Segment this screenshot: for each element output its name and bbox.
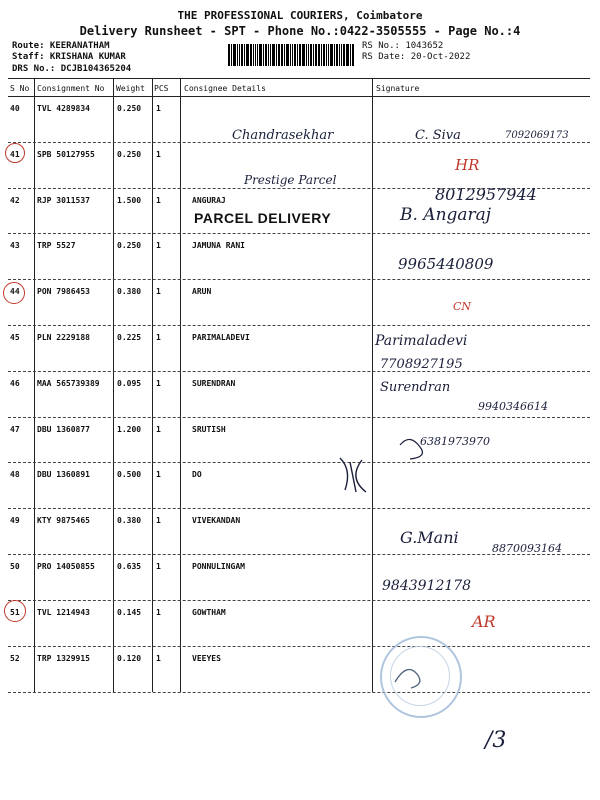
handwritten-phone: 9843912178 bbox=[382, 578, 472, 594]
parcel-delivery-stamp: PARCEL DELIVERY bbox=[194, 210, 332, 226]
row-separator bbox=[8, 462, 590, 463]
col-signature: Signature bbox=[376, 84, 420, 93]
row-consignment: KTY 9875465 bbox=[37, 516, 90, 526]
row-pcs: 1 bbox=[156, 149, 161, 159]
handwritten-phone: 6381973970 bbox=[420, 435, 490, 448]
handwritten-phone: 8012957944 bbox=[435, 185, 537, 204]
row-weight: 0.145 bbox=[117, 607, 142, 617]
row-consignee: VEEYES bbox=[192, 653, 221, 663]
header-bottom-line bbox=[8, 96, 590, 97]
row-separator bbox=[8, 371, 590, 372]
row-separator bbox=[8, 233, 590, 234]
row-pcs: 1 bbox=[156, 333, 161, 342]
handwritten-name: Prestige Parcel bbox=[244, 173, 337, 187]
handwritten-phone: 9940346614 bbox=[478, 400, 548, 413]
handwritten-phone: 9965440809 bbox=[398, 255, 494, 273]
row-pcs: 1 bbox=[156, 470, 161, 480]
col-weight: Weight bbox=[116, 84, 145, 93]
row-consignment: SPB 50127955 bbox=[37, 149, 95, 159]
circle-mark bbox=[3, 282, 25, 304]
handwritten-signature: Surendran bbox=[380, 380, 451, 395]
row-sno: 52 bbox=[10, 653, 20, 663]
row-pcs: 1 bbox=[156, 424, 161, 434]
col-pcs: PCS bbox=[154, 84, 169, 93]
handwritten-mark: CN bbox=[453, 300, 472, 313]
row-sno: 46 bbox=[10, 378, 20, 388]
rs-date: RS Date: 20-Oct-2022 bbox=[362, 52, 471, 62]
row-consignee: PARIMALADEVI bbox=[192, 333, 250, 342]
row-sno: 45 bbox=[10, 333, 20, 342]
row-consignment: RJP 3011537 bbox=[37, 195, 90, 205]
row-sno: 43 bbox=[10, 241, 20, 251]
row-weight: 0.380 bbox=[117, 516, 142, 526]
row-pcs: 1 bbox=[156, 378, 161, 388]
row-weight: 0.250 bbox=[117, 149, 142, 159]
handwritten-phone: 8870093164 bbox=[492, 542, 562, 555]
row-consignment: TVL 4289834 bbox=[37, 104, 90, 113]
col-consignment: Consignment No bbox=[37, 84, 105, 93]
handwritten-signature: B. Angaraj bbox=[400, 205, 492, 225]
handwritten-name: Chandrasekhar bbox=[232, 128, 334, 143]
row-consignment: TVL 1214943 bbox=[37, 607, 90, 617]
row-pcs: 1 bbox=[156, 104, 161, 113]
barcode bbox=[228, 44, 354, 66]
row-sno: 41 bbox=[10, 149, 20, 159]
handwritten-signature: C. Siva bbox=[415, 128, 461, 143]
row-consignment: MAA 565739389 bbox=[37, 378, 100, 388]
row-weight: 0.250 bbox=[117, 241, 142, 251]
row-separator bbox=[8, 508, 590, 509]
col-consignee: Consignee Details bbox=[184, 84, 266, 93]
row-weight: 0.225 bbox=[117, 333, 142, 342]
drs-label: DRS No.: DCJB104365204 bbox=[12, 64, 132, 74]
staff-label: Staff: KRISHANA KUMAR bbox=[12, 52, 126, 62]
handwritten-phone: 7092069173 bbox=[505, 130, 569, 141]
row-weight: 0.250 bbox=[117, 104, 142, 113]
row-weight: 0.095 bbox=[117, 378, 142, 388]
handwritten-mark: HR bbox=[455, 156, 480, 174]
row-sno: 49 bbox=[10, 516, 20, 526]
row-consignee: JAMUNA RANI bbox=[192, 241, 245, 251]
row-sno: 42 bbox=[10, 195, 20, 205]
row-separator bbox=[8, 279, 590, 280]
row-pcs: 1 bbox=[156, 607, 161, 617]
page-mark: /3 bbox=[485, 728, 507, 753]
row-consignee: ANGURAJ bbox=[192, 195, 226, 205]
row-weight: 1.200 bbox=[117, 424, 142, 434]
circle-mark bbox=[4, 600, 26, 622]
row-consignee: PONNULINGAM bbox=[192, 562, 245, 571]
row-consignee: ARUN bbox=[192, 287, 212, 297]
table-top-line bbox=[8, 78, 590, 79]
row-consignment: DBU 1360877 bbox=[37, 424, 90, 434]
handwritten-mark: AR bbox=[472, 612, 496, 631]
row-separator bbox=[8, 600, 590, 601]
row-pcs: 1 bbox=[156, 241, 161, 251]
handwritten-signature: Parimaladevi bbox=[375, 333, 468, 349]
row-weight: 1.500 bbox=[117, 195, 142, 205]
company-title: THE PROFESSIONAL COURIERS, Coimbatore bbox=[177, 9, 423, 22]
row-consignment: TRP 1329915 bbox=[37, 653, 90, 663]
row-consignee: GOWTHAM bbox=[192, 607, 226, 617]
handwritten-signature: G.Mani bbox=[400, 528, 459, 547]
runsheet-title: Delivery Runsheet - SPT - Phone No.:0422-3505555 - Page No.:4 bbox=[79, 24, 521, 38]
handwritten-phone: 7708927195 bbox=[380, 357, 463, 372]
row-pcs: 1 bbox=[156, 653, 161, 663]
col-sno: S No bbox=[10, 84, 30, 93]
row-sno: 50 bbox=[10, 562, 20, 571]
row-pcs: 1 bbox=[156, 516, 161, 526]
row-consignment: PON 7986453 bbox=[37, 287, 90, 297]
row-weight: 0.120 bbox=[117, 653, 142, 663]
row-pcs: 1 bbox=[156, 287, 161, 297]
row-separator bbox=[8, 325, 590, 326]
route-label: Route: KEERANATHAM bbox=[12, 41, 110, 51]
delivery-seal bbox=[380, 636, 462, 718]
rs-number: RS No.: 1043652 bbox=[362, 41, 444, 51]
row-consignee: SURENDRAN bbox=[192, 378, 236, 388]
table-bottom-line bbox=[8, 692, 590, 693]
row-weight: 0.500 bbox=[117, 470, 142, 480]
row-sno: 51 bbox=[10, 607, 20, 617]
row-separator bbox=[8, 417, 590, 418]
row-consignment: PRO 14050855 bbox=[37, 562, 95, 571]
row-sno: 44 bbox=[10, 287, 20, 297]
row-consignee: VIVEKANDAN bbox=[192, 516, 241, 526]
row-sno: 40 bbox=[10, 104, 20, 113]
row-sno: 47 bbox=[10, 424, 20, 434]
row-weight: 0.380 bbox=[117, 287, 142, 297]
row-sno: 48 bbox=[10, 470, 20, 480]
row-pcs: 1 bbox=[156, 562, 161, 571]
row-consignment: TRP 5527 bbox=[37, 241, 76, 251]
circle-mark bbox=[5, 143, 25, 163]
row-consignee: DO bbox=[192, 470, 202, 480]
row-consignee: SRUTISH bbox=[192, 424, 226, 434]
row-separator bbox=[8, 646, 590, 647]
row-pcs: 1 bbox=[156, 195, 161, 205]
row-consignment: DBU 1360891 bbox=[37, 470, 90, 480]
row-weight: 0.635 bbox=[117, 562, 142, 571]
row-consignment: PLN 2229188 bbox=[37, 333, 90, 342]
